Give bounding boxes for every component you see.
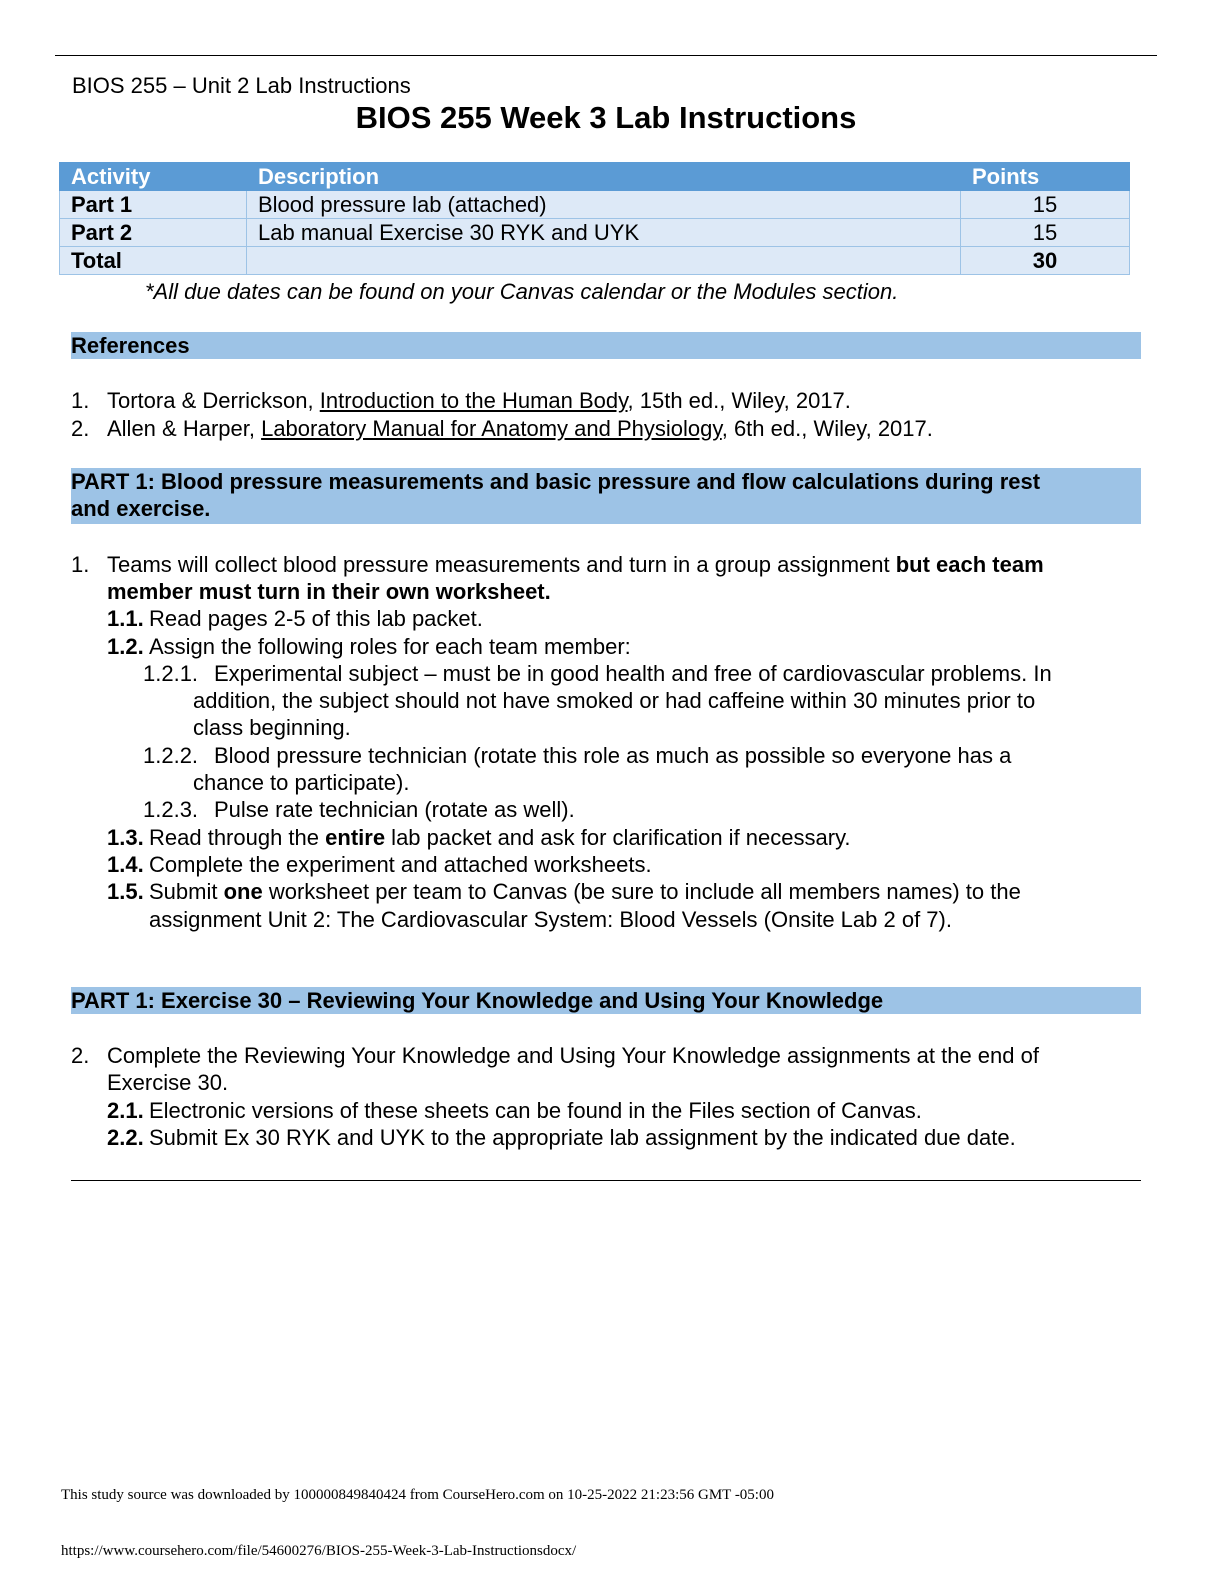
references-heading: References — [71, 332, 1141, 359]
reference-authors: Allen & Harper, — [107, 416, 262, 441]
sub-item — [107, 851, 652, 878]
reference-text — [107, 415, 933, 442]
bold-text: one — [223, 879, 263, 904]
table-row — [60, 219, 1130, 247]
list-text-continuation: member must turn in their own worksheet. — [107, 579, 551, 604]
sub-text — [149, 878, 1021, 905]
list-text-continuation: Exercise 30. — [107, 1070, 229, 1095]
points-total-cell: 30 — [961, 247, 1130, 275]
sub-item — [107, 633, 631, 660]
list-item — [71, 1042, 1039, 1069]
reference-authors: Tortora & Derrickson, — [107, 388, 320, 413]
sub-text: Assign the following roles for each team member: — [149, 634, 631, 659]
part1-heading-line: and exercise. — [71, 496, 211, 521]
sub-text: Submit Ex 30 RYK and UYK to the appropriate lab assignment by the indicated due date. — [149, 1125, 1016, 1150]
column-header-activity: Activity — [60, 163, 247, 191]
download-note: This study source was downloaded by 100000849840424 from CourseHero.com on 10-25-2022 21:23:56 GMT -05:00 — [61, 1487, 774, 1503]
sub-sub-text-continuation: addition, the subject should not have smoked or had caffeine within 30 minutes prior to — [193, 688, 1036, 713]
sub-sub-item — [143, 796, 575, 823]
text-run: Teams will collect blood pressure measurements and turn in a group assignment — [107, 552, 896, 577]
sub-sub-text: Pulse rate technician (rotate as well). — [214, 797, 575, 822]
column-header-points: Points — [961, 163, 1130, 191]
list-number: 2. — [71, 416, 90, 441]
sub-number: 1.1. — [107, 606, 144, 631]
reference-publication: , 15th ed., Wiley, 2017. — [627, 388, 851, 413]
list-text — [107, 551, 1044, 578]
column-header-description: Description — [247, 163, 961, 191]
description-cell — [247, 247, 961, 275]
text-run: Read through the — [149, 825, 326, 850]
exercise30-heading: PART 1: Exercise 30 – Reviewing Your Knowledge and Using Your Knowledge — [71, 987, 1141, 1014]
sub-number: 1.4. — [107, 852, 144, 877]
activity-table — [59, 162, 1130, 275]
reference-title: Laboratory Manual for Anatomy and Physiology — [261, 416, 722, 441]
table-header-row — [60, 163, 1130, 191]
points-cell: 15 — [961, 219, 1130, 247]
description-cell: Blood pressure lab (attached) — [247, 191, 961, 219]
sub-text: Complete the experiment and attached worksheets. — [149, 852, 652, 877]
sub-sub-number: 1.2.3. — [143, 797, 199, 822]
sub-sub-text: Blood pressure technician (rotate this role as much as possible so everyone has a — [214, 743, 1012, 768]
reference-item — [71, 387, 851, 414]
sub-sub-item — [143, 742, 1012, 769]
list-text: Complete the Reviewing Your Knowledge and Using Your Knowledge assignments at the end of — [107, 1043, 1039, 1068]
text-run: lab packet and ask for clarification if necessary. — [385, 825, 851, 850]
activity-cell: Part 1 — [60, 191, 247, 219]
page-title: BIOS 255 Week 3 Lab Instructions — [355, 100, 857, 135]
sub-item — [107, 824, 851, 851]
points-cell: 15 — [961, 191, 1130, 219]
part1-heading — [71, 468, 1141, 524]
bold-text: but each team — [895, 552, 1044, 577]
sub-text: Read pages 2-5 of this lab packet. — [149, 606, 483, 631]
sub-number: 2.1. — [107, 1098, 144, 1123]
text-run: Submit — [149, 879, 224, 904]
bottom-divider — [71, 1180, 1141, 1181]
list-number: 1. — [71, 552, 90, 577]
sub-text: Electronic versions of these sheets can be found in the Files section of Canvas. — [149, 1098, 922, 1123]
sub-item — [107, 1124, 1016, 1151]
sub-item — [107, 1097, 922, 1124]
reference-publication: , 6th ed., Wiley, 2017. — [721, 416, 933, 441]
reference-item — [71, 415, 933, 442]
sub-number: 2.2. — [107, 1125, 144, 1150]
reference-text — [107, 387, 851, 414]
text-run: worksheet per team to Canvas (be sure to include all members names) to the — [262, 879, 1021, 904]
list-number: 2. — [71, 1043, 90, 1068]
sub-number: 1.3. — [107, 825, 144, 850]
sub-sub-item — [143, 660, 1052, 687]
bold-text: entire — [325, 825, 386, 850]
part1-heading-line: PART 1: Blood pressure measurements and basic pressure and flow calculations during rest — [71, 469, 1041, 494]
sub-text — [149, 824, 851, 851]
reference-title: Introduction to the Human Body — [319, 388, 628, 413]
table-row — [60, 191, 1130, 219]
table-total-row — [60, 247, 1130, 275]
sub-sub-text: Experimental subject – must be in good health and free of cardiovascular problems. In — [214, 661, 1052, 686]
sub-number: 1.5. — [107, 879, 144, 904]
sub-item — [107, 605, 483, 632]
sub-sub-number: 1.2.2. — [143, 743, 199, 768]
due-dates-note: *All due dates can be found on your Canvas calendar or the Modules section. — [145, 279, 899, 304]
source-url[interactable]: https://www.coursehero.com/file/54600276/BIOS-255-Week-3-Lab-Instructionsdocx/ — [61, 1543, 577, 1559]
top-divider — [55, 55, 1157, 56]
activity-cell: Part 2 — [60, 219, 247, 247]
list-number: 1. — [71, 388, 90, 413]
sub-sub-text-continuation: class beginning. — [193, 715, 351, 740]
description-cell: Lab manual Exercise 30 RYK and UYK — [247, 219, 961, 247]
document-header: BIOS 255 – Unit 2 Lab Instructions — [72, 73, 411, 98]
sub-number: 1.2. — [107, 634, 144, 659]
list-item — [71, 551, 1044, 578]
sub-sub-number: 1.2.1. — [143, 661, 199, 686]
sub-text-continuation: assignment Unit 2: The Cardiovascular System: Blood Vessels (Onsite Lab 2 of 7). — [149, 907, 952, 932]
sub-item — [107, 878, 1021, 905]
activity-cell: Total — [60, 247, 247, 275]
sub-sub-text-continuation: chance to participate). — [193, 770, 410, 795]
